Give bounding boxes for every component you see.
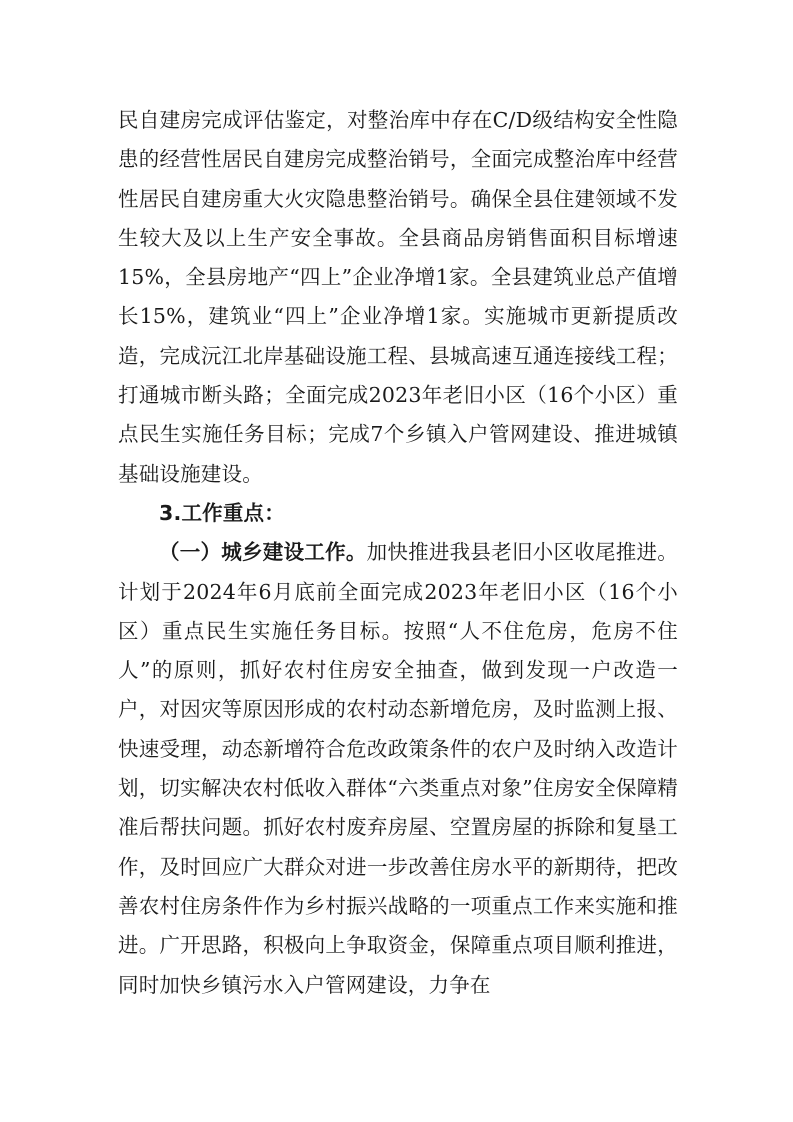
paragraph-urban-rural-construction [118, 533, 678, 1005]
document-body [118, 101, 678, 1005]
paragraph-body: 加快推进我县老旧小区收尾推进。计划于2024年6月底前全面完成2023年老旧小区（16个小区）重点民生实施任务目标。按照“人不住危房，危房不住人”的原则，抓好农村住房安全抽查，做到发现一户改造一户，对因灾等原因形成的农村动态新增危房，及时监测上报、快速受理，动态新增符合危改政策条件的农户及时纳入改造计划，切实解决农村低收入群体“六类重点对象”住房安全保障精准后帮扶问题。抓好农村废弃房屋、空置房屋的拆除和复垦工作，及时回应广大群众对进一步改善住房水平的新期待，把改善农村住房条件作为乡村振兴战略的一项重点工作来实施和推进。广开思路，积极向上争取资金，保障重点项目顺利推进，同时加快乡镇污水入户管网建设，力争在 [118, 540, 678, 997]
paragraph-title: （一）城乡建设工作。 [159, 540, 367, 565]
paragraph-continuation: 民自建房完成评估鉴定，对整治库中存在C/D级结构安全性隐患的经营性居民自建房完成整治销号，全面完成整治库中经营性居民自建房重大火灾隐患整治销号。确保全县住建领域不发生较大及以上生产安全事故。全县商品房销售面积目标增速15%，全县房地产“四上”企业净增1家。全县建筑业总产值增长15%，建筑业“四上”企业净增1家。实施城市更新提质改造，完成沅江北岸基础设施工程、县城高速互通连接线工程；打通城市断头路；全面完成2023年老旧小区（16个小区）重点民生实施任务目标；完成7个乡镇入户管网建设、推进城镇基础设施建设。 [118, 108, 678, 486]
section-heading: 3.工作重点： [159, 500, 285, 525]
